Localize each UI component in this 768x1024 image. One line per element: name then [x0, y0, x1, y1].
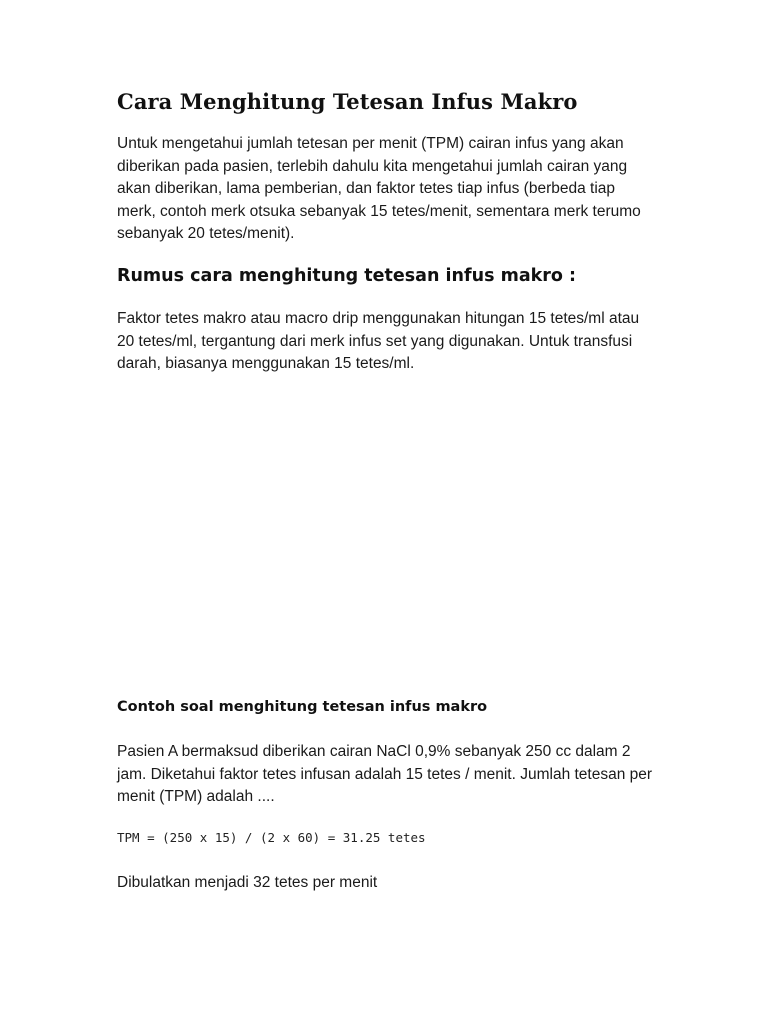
- example-answer: Dibulatkan menjadi 32 tetes per menit: [117, 874, 378, 891]
- formula-paragraph: Faktor tetes makro atau macro drip menggunakan hitungan 15 tetes/ml atau 20 tetes/ml, tergantung dari merk infus set yang digunakan. Untuk transfusi darah, biasanya menggunakan 15 tetes/ml.: [117, 310, 640, 372]
- formula-heading: Rumus cara menghitung tetesan infus makro :: [117, 266, 577, 286]
- intro-paragraph: Untuk mengetahui jumlah tetesan per menit (TPM) cairan infus yang akan diberikan pada pasien, terlebih dahulu kita mengetahui jumlah cairan yang akan diberikan, lama pemberian, dan faktor tetes tiap infus (berbeda tiap merk, contoh merk otsuka sebanyak 15 tetes/menit, sementara merk terumo sebanyak 20 tetes/menit).: [117, 135, 641, 242]
- example-question: Pasien A bermaksud diberikan cairan NaCl 0,9% sebanyak 250 cc dalam 2 jam. Diketahui faktor tetes infusan adalah 15 tetes / menit. Jumlah tetesan per menit (TPM) adalah ....: [117, 743, 653, 805]
- article-title: Cara Menghitung Tetesan Infus Makro: [117, 89, 578, 114]
- example-heading: Contoh soal menghitung tetesan infus makro: [117, 699, 488, 715]
- example-formula: TPM = (250 x 15) / (2 x 60) = 31.25 tetes: [117, 830, 426, 845]
